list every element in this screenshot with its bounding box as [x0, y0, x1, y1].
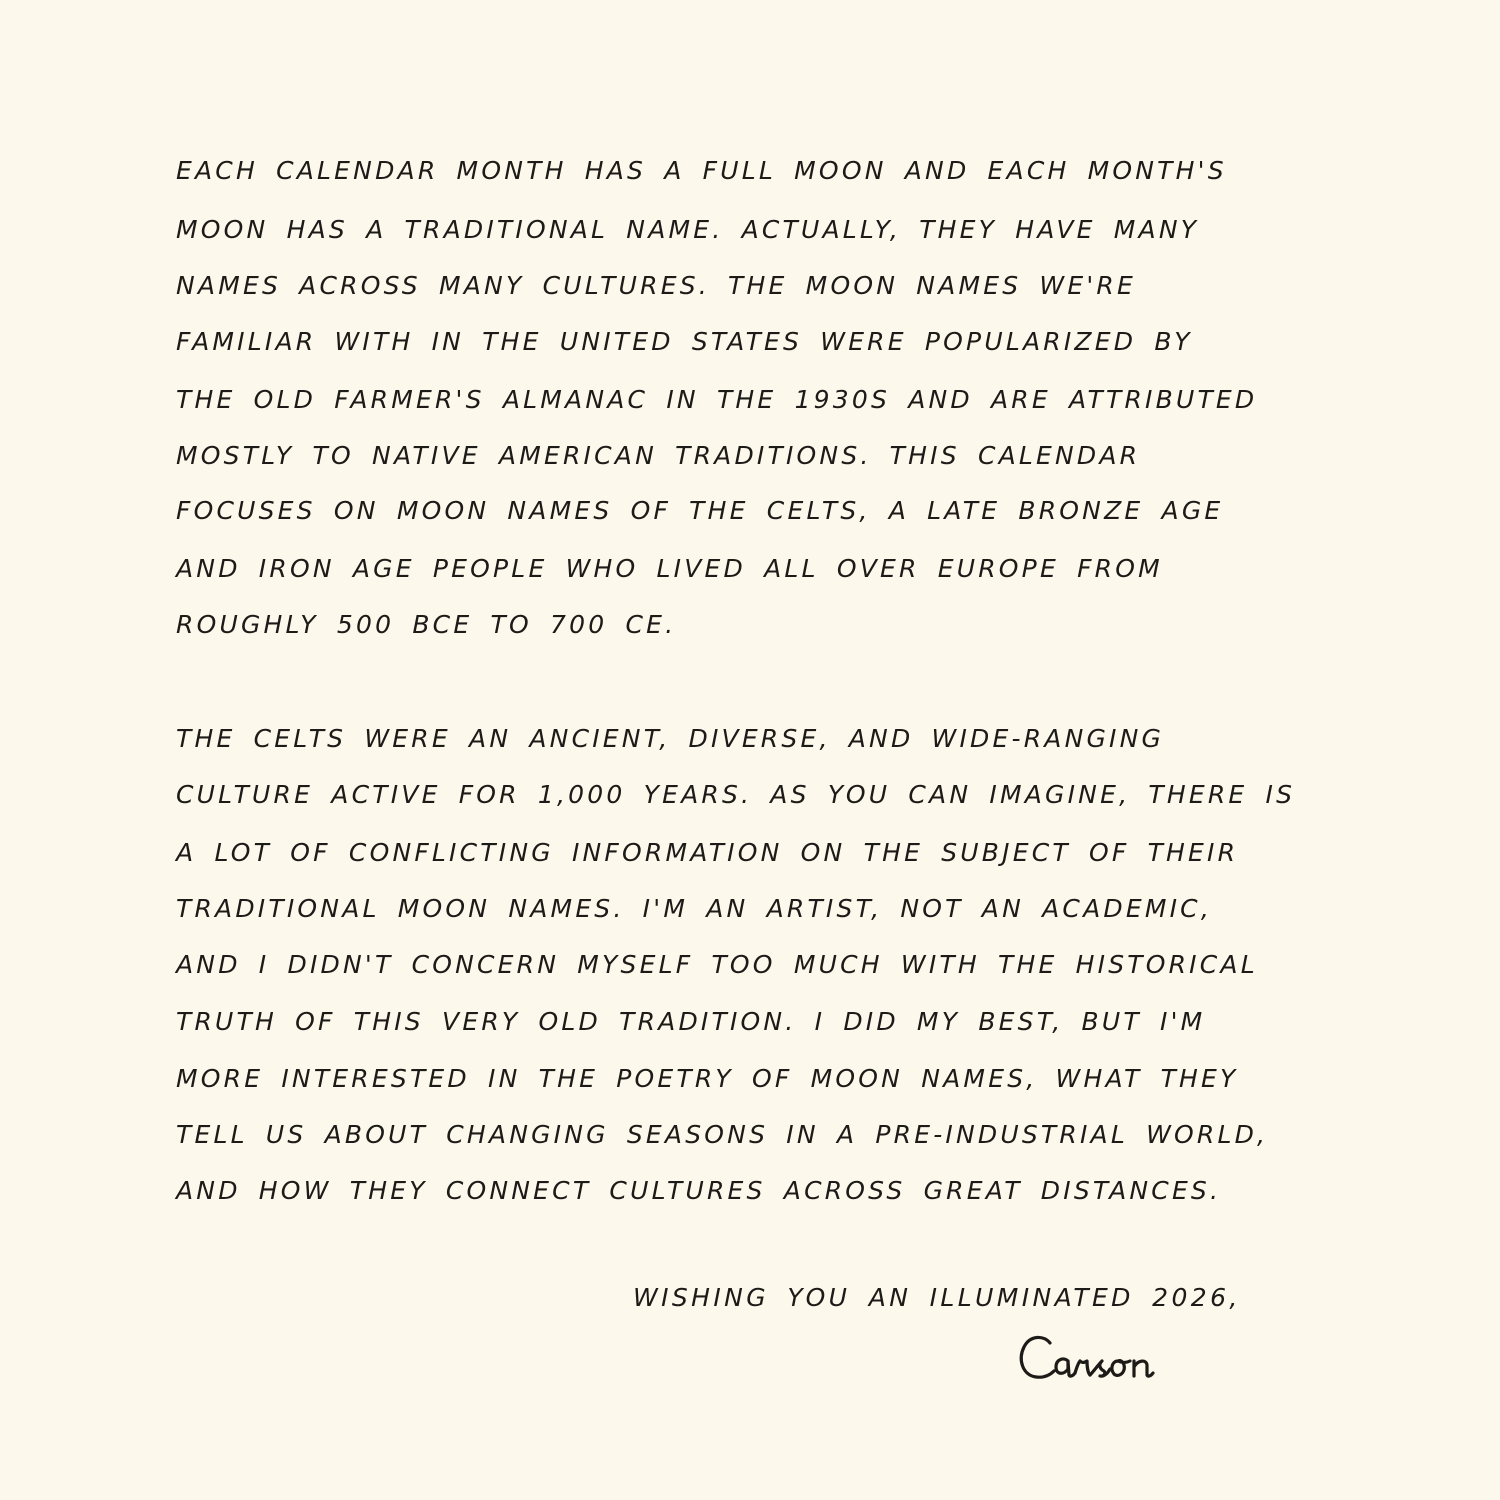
- paragraph-2-line: THE CELTS WERE AN ANCIENT, DIVERSE, AND WIDE-RANGING: [176, 724, 1165, 753]
- paragraph-2-line: A LOT OF CONFLICTING INFORMATION ON THE SUBJECT OF THEIR: [176, 838, 1239, 867]
- paragraph-2-line: TELL US ABOUT CHANGING SEASONS IN A PRE-INDUSTRIAL WORLD,: [176, 1120, 1269, 1149]
- paragraph-1-line: AND IRON AGE PEOPLE WHO LIVED ALL OVER EUROPE FROM: [176, 554, 1163, 583]
- closing-line: WISHING YOU AN ILLUMINATED 2026,: [633, 1283, 1241, 1312]
- paragraph-2-line: AND I DIDN'T CONCERN MYSELF TOO MUCH WITH THE HISTORICAL: [176, 950, 1258, 979]
- paragraph-2-line: AND HOW THEY CONNECT CULTURES ACROSS GREAT DISTANCES.: [176, 1176, 1222, 1205]
- paragraph-1-line: NAMES ACROSS MANY CULTURES. THE MOON NAMES WE'RE: [176, 271, 1136, 300]
- paragraph-1-line: EACH CALENDAR MONTH HAS A FULL MOON AND EACH MONTH'S: [176, 156, 1227, 185]
- paragraph-1-line: MOON HAS A TRADITIONAL NAME. ACTUALLY, THEY HAVE MANY: [176, 215, 1200, 244]
- paragraph-1-line: ROUGHLY 500 BCE TO 700 CE.: [176, 610, 677, 639]
- paragraph-1-line: MOSTLY TO NATIVE AMERICAN TRADITIONS. THIS CALENDAR: [176, 441, 1141, 470]
- paragraph-2-line: CULTURE ACTIVE FOR 1,000 YEARS. AS YOU CAN IMAGINE, THERE IS: [176, 780, 1296, 809]
- paragraph-2-line: MORE INTERESTED IN THE POETRY OF MOON NAMES, WHAT THEY: [176, 1064, 1239, 1093]
- paragraph-1-line: FAMILIAR WITH IN THE UNITED STATES WERE POPULARIZED BY: [176, 327, 1193, 356]
- paragraph-1-line: THE OLD FARMER'S ALMANAC IN THE 1930S AND ARE ATTRIBUTED: [176, 385, 1258, 414]
- signature: [1010, 1325, 1200, 1395]
- paragraph-2-line: TRUTH OF THIS VERY OLD TRADITION. I DID MY BEST, BUT I'M: [176, 1007, 1206, 1036]
- paragraph-1-line: FOCUSES ON MOON NAMES OF THE CELTS, A LATE BRONZE AGE: [176, 496, 1224, 525]
- signature-drawing: [1010, 1325, 1200, 1395]
- paragraph-2-line: TRADITIONAL MOON NAMES. I'M AN ARTIST, NOT AN ACADEMIC,: [176, 894, 1212, 923]
